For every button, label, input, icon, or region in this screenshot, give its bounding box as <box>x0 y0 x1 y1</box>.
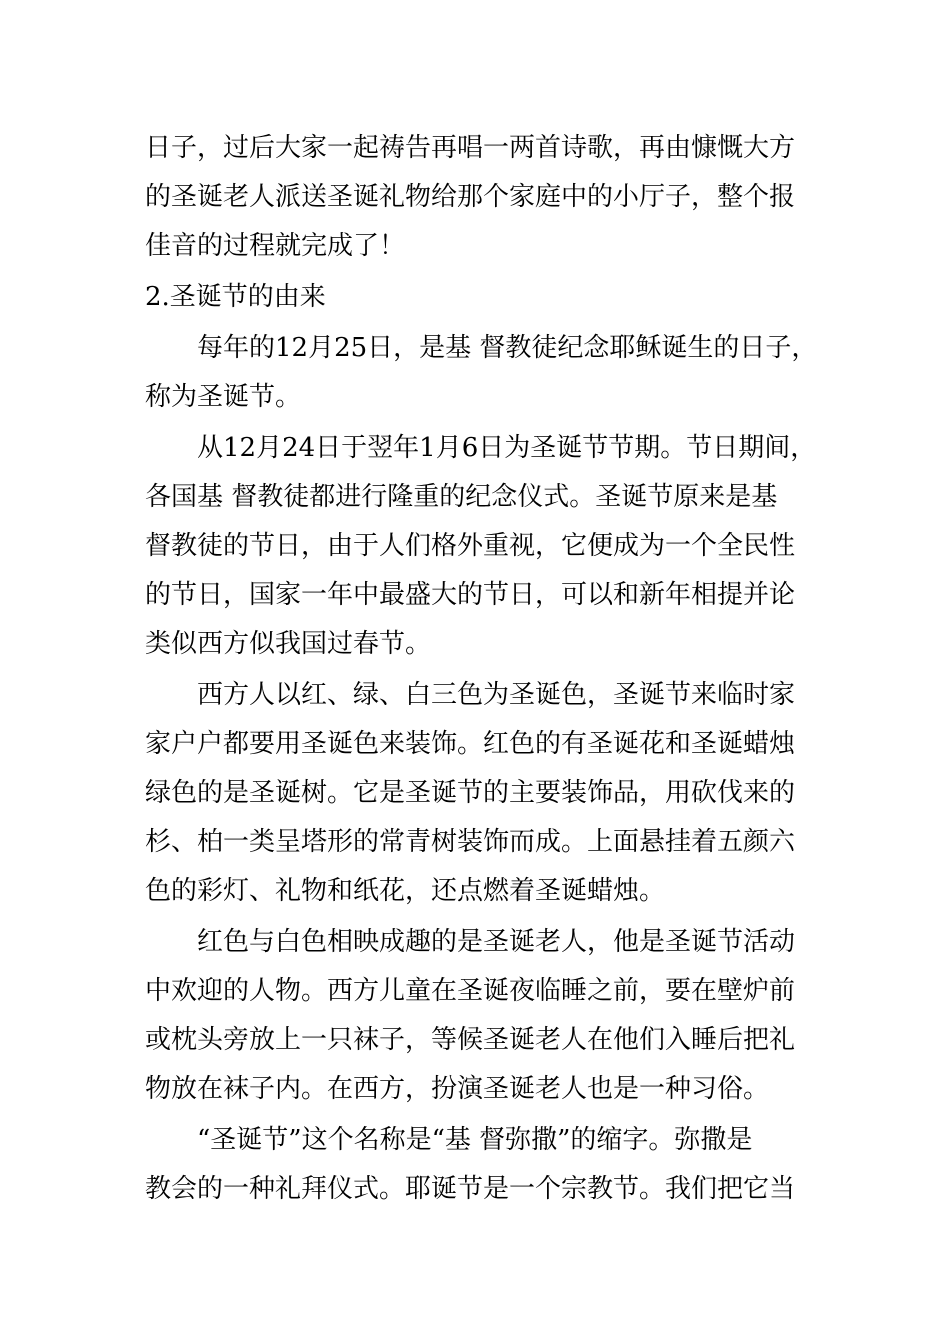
text-line: 西方人以红、绿、白三色为圣诞色，圣诞节来临时家 <box>197 680 796 710</box>
document-body <box>145 124 818 1216</box>
paragraph-6 <box>145 1116 810 1214</box>
text-line: 红色与白色相映成趣的是圣诞老人，他是圣诞节活动 <box>197 927 796 957</box>
paragraph-3 <box>145 424 817 669</box>
text-line: 各国基 督教徒都进行隆重的纪念仪式。圣诞节原来是基 <box>145 482 778 512</box>
text-line: 督教徒的节日，由于人们格外重视，它便成为一个全民性 <box>145 531 796 561</box>
text-line: 家户户都要用圣诞色来装饰。红色的有圣诞花和圣诞蜡烛 <box>145 729 796 759</box>
text-line: 的节日，国家一年中最盛大的节日，可以和新年相提并论 <box>145 580 796 610</box>
text-line: 从12月24日于翌年1月6日为圣诞节节期。节日期间， <box>197 433 817 463</box>
text-line: 每年的12月25日，是基 督教徒纪念耶稣诞生的日子， <box>197 333 818 363</box>
text-line: 中欢迎的人物。西方儿童在圣诞夜临睡之前，要在壁炉前 <box>145 976 796 1006</box>
paragraph-5 <box>145 918 810 1114</box>
text-line: “圣诞节”这个名称是“基 督弥撒”的缩字。弥撒是 <box>197 1125 753 1155</box>
text-line: 杉、柏一类呈塔形的常青树装饰而成。上面悬挂着五颜六 <box>145 827 796 857</box>
text-line: 类似西方似我国过春节。 <box>145 629 432 659</box>
paragraph-1 <box>145 124 810 271</box>
text-line: 色的彩灯、礼物和纸花，还点燃着圣诞蜡烛。 <box>145 876 666 906</box>
section-heading <box>145 273 810 322</box>
text-line: 日子，过后大家一起祷告再唱一两首诗歌，再由慷慨大方 <box>145 133 796 163</box>
heading-text: 2.圣诞节的由来 <box>145 282 326 312</box>
text-line: 物放在袜子内。在西方，扮演圣诞老人也是一种习俗。 <box>145 1074 770 1104</box>
paragraph-2 <box>145 324 818 422</box>
text-line: 教会的一种礼拜仪式。耶诞节是一个宗教节。我们把它当 <box>145 1174 796 1204</box>
text-line: 称为圣诞节。 <box>145 382 302 412</box>
text-line: 的圣诞老人派送圣诞礼物给那个家庭中的小厅子，整个报 <box>145 182 796 212</box>
paragraph-4 <box>145 671 810 916</box>
text-line: 佳音的过程就完成了！ <box>145 231 406 261</box>
text-line: 或枕头旁放上一只袜子，等候圣诞老人在他们入睡后把礼 <box>145 1025 796 1055</box>
text-line: 绿色的是圣诞树。它是圣诞节的主要装饰品，用砍伐来的 <box>145 778 796 808</box>
